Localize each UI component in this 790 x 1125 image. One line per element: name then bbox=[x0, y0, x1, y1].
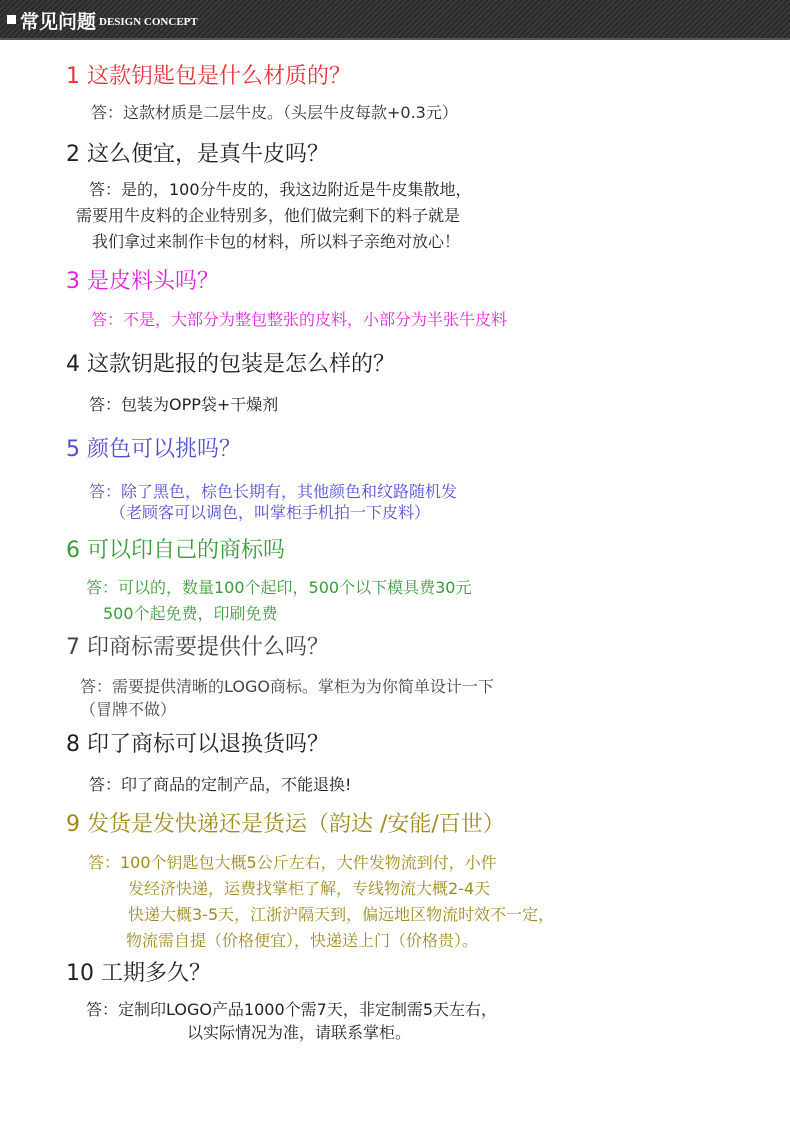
answer-2-line-1: 答：是的，100分牛皮的，我这边附近是牛皮集散地， bbox=[89, 180, 472, 199]
answer-3-line-1: 答：不是，大部分为整包整张的皮料，小部分为半张牛皮料 bbox=[91, 310, 508, 329]
section-header bbox=[0, 0, 790, 40]
answer-10-line-1: 答：定制印LOGO产品1000个需7天，非定制需5天左右， bbox=[86, 1000, 498, 1019]
question-8: 8 印了商标可以退换货吗？ bbox=[66, 732, 329, 757]
answer-2-line-3: 我们拿过来制作卡包的材料，所以料子亲绝对放心！ bbox=[92, 232, 461, 251]
answer-9-line-2: 发经济快递，运费找掌柜了解，专线物流大概2-4天 bbox=[128, 879, 491, 898]
answer-2-line-2: 需要用牛皮料的企业特别多，他们做完剩下的料子就是 bbox=[76, 206, 461, 225]
question-6: 6 可以印自己的商标吗 bbox=[66, 538, 285, 563]
answer-9-line-1: 答：100个钥匙包大概5公斤左右，大件发物流到付，小件 bbox=[88, 853, 497, 872]
question-1: 1 这款钥匙包是什么材质的？ bbox=[66, 64, 351, 89]
section-subtitle: DESIGN CONCEPT bbox=[99, 16, 198, 28]
square-bullet-icon bbox=[7, 15, 16, 24]
answer-4-line-1: 答：包装为OPP袋+干燥剂 bbox=[89, 395, 279, 414]
answer-9-line-4: 物流需自提（价格便宜），快递送上门（价格贵）。 bbox=[126, 931, 479, 950]
question-2: 2 这么便宜，是真牛皮吗？ bbox=[66, 142, 329, 167]
section-title: 常见问题 bbox=[20, 11, 97, 33]
answer-10-line-2: 以实际情况为准，请联系掌柜。 bbox=[187, 1023, 412, 1042]
answer-7-line-1: 答：需要提供清晰的LOGO商标。掌柜为为你简单设计一下 bbox=[80, 677, 494, 696]
answer-5-line-2: （老顾客可以调色，叫掌柜手机拍一下皮料） bbox=[110, 503, 431, 522]
question-7: 7 印商标需要提供什么吗？ bbox=[66, 635, 329, 660]
answer-8-line-1: 答：印了商品的定制产品，不能退换! bbox=[89, 775, 352, 794]
answer-5-line-1: 答：除了黑色，棕色长期有，其他颜色和纹路随机发 bbox=[89, 482, 458, 501]
answer-7-line-2: （冒牌不做） bbox=[80, 700, 177, 719]
question-10: 10 工期多久？ bbox=[66, 961, 211, 986]
answer-1-line-1: 答：这款材质是二层牛皮。（头层牛皮每款+0.3元） bbox=[91, 103, 458, 122]
question-9: 9 发货是发快递还是货运（韵达 /安能/百世） bbox=[66, 812, 505, 837]
answer-6-line-2: 500个起免费，印刷免费 bbox=[103, 604, 278, 623]
answer-9-line-3: 快递大概3-5天，江浙沪隔天到，偏远地区物流时效不一定， bbox=[128, 905, 555, 924]
question-3: 3 是皮料头吗？ bbox=[66, 269, 219, 294]
question-4: 4 这款钥匙报的包装是怎么样的？ bbox=[66, 352, 395, 377]
answer-6-line-1: 答：可以的，数量100个起印，500个以下模具费30元 bbox=[86, 578, 472, 597]
question-5: 5 颜色可以挑吗？ bbox=[66, 437, 241, 462]
